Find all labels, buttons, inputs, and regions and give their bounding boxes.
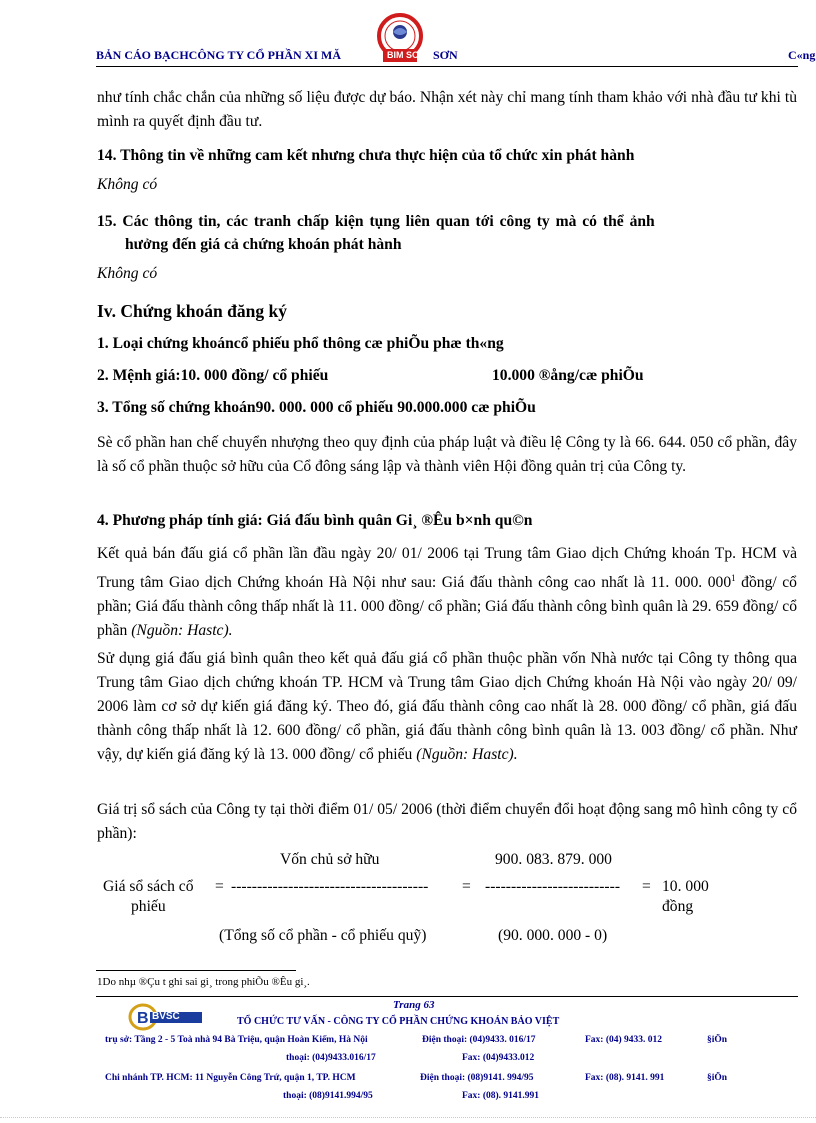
formula-den-label: (Tổng số cổ phần - cổ phiếu quỹ) xyxy=(219,927,427,944)
footer-row1-phone: Điện thoại: (04)9433. 016/17 xyxy=(422,1035,536,1045)
formula-dash-2: -------------------------- xyxy=(485,878,621,895)
footer-rule xyxy=(96,996,798,997)
formula-label-line1: Giá sổ sách cổ xyxy=(103,878,194,895)
section-14-value: Không có xyxy=(97,176,158,193)
footer-row3-address: Chi nhánh TP. HCM: 11 Nguyễn Công Trứ, quận 1, TP. HCM xyxy=(105,1073,356,1083)
logo-text: BIM SƠN xyxy=(387,50,427,60)
company-logo xyxy=(371,12,429,66)
page-number: Trang 63 xyxy=(393,999,435,1011)
formula-eq-2: = xyxy=(462,878,471,895)
auction-paragraph xyxy=(97,542,797,643)
book-value-paragraph: Giá trị sổ sách của Công ty tại thời điểm 01/ 05/ 2006 (thời điểm chuyển đổi hoạt động sang mô hình công ty cổ phần): xyxy=(97,801,797,842)
footer-row2-a: thoại: (04)9433.016/17 xyxy=(286,1053,376,1063)
footer-org: TỔ CHỨC TƯ VẤN - CÔNG TY CỔ PHẦN CHỨNG KHOÁN BẢO VIỆT xyxy=(237,1016,560,1027)
item-3: 3. Tổng số chứng khoán90. 000. 000 cổ phiếu 90.000.000 cæ phiÕu xyxy=(97,399,536,416)
section-15-title-line2: hưởng đến giá cả chứng khoán phát hành xyxy=(125,236,402,253)
footer-row4-b: Fax: (08). 9141.991 xyxy=(462,1091,540,1101)
formula-eq-1: = xyxy=(215,878,224,895)
section-14-title: 14. Thông tin về những cam kết nhưng chưa thực hiện của tổ chức xin phát hành xyxy=(97,147,635,164)
formula-num-value: 900. 083. 879. 000 xyxy=(495,851,612,868)
footer-row3-end: §iÖn xyxy=(707,1073,728,1083)
use-source: (Nguồn: Hastc). xyxy=(416,746,518,763)
footnote-text: 1Do nhµ ®Çu t ghi sai gi¸ trong phiÕu ®Êu gi¸. xyxy=(97,976,310,988)
footer-row1-address: trụ sở: Tầng 2 - 5 Toà nhà 94 Bà Triệu, quận Hoàn Kiếm, Hà Nội xyxy=(105,1035,368,1045)
formula-num-label: Vốn chủ sở hữu xyxy=(280,851,380,868)
use-paragraph xyxy=(97,647,797,767)
formula-result-line1: 10. 000 xyxy=(662,878,709,895)
footer-row1-fax: Fax: (04) 9433. 012 xyxy=(585,1035,663,1045)
item-2-right: 10.000 ®ång/cæ phiÕu xyxy=(492,367,644,384)
section-15-title-line1: 15. Các thông tin, các tranh chấp kiện tụng liên quan tới công ty mà có thể ảnh xyxy=(97,213,655,230)
footer-row3-phone: Điện thoại: (08)9141. 994/95 xyxy=(420,1073,534,1083)
footer-row1-end: §iÖn xyxy=(707,1035,728,1045)
auction-text-1: Kết quả bán đấu giá cổ phần lần đầu ngày 20/ 01/ 2006 tại Trung tâm Giao dịch Chứng khoán Tp. HCM và Trung tâm Giao dịch Chứng khoán Hà Nội như sau: Giá đấu thành công cao nhất là 11. 000. 000 xyxy=(97,545,797,592)
restrict-paragraph: Sè cổ phần han chế chuyển nhượng theo quy định của pháp luật và điều lệ Công ty là 66. 644. 050 cổ phần, đây là số cổ phần thuộc sở hữu của Cổ đông sáng lập và thành viên Hội đồng quản trị của Công ty. xyxy=(97,434,797,475)
item-4: 4. Phương pháp tính giá: Giá đấu bình quân Gi¸ ®Êu b×nh qu©n xyxy=(97,512,533,529)
use-text: Sử dụng giá đấu giá bình quân theo kết quả đấu giá cổ phần thuộc phần vốn Nhà nước tại Công ty thông qua Trung tâm Giao dịch chứng khoán TP. HCM và Trung tâm Giao dịch Chứng khoán Hà Nội vào ngày 20/ 09/ 2006 làm cơ sở dự kiến giá đăng ký. Theo đó, giá đấu thành công cao nhất là 28. 000 đồng/ cổ phần, giá đấu thành công thấp nhất là 12. 600 đồng/ cổ phần, giá đấu thành công bình quân là 13. 003 đồng/ cổ phần. Như vậy, dự kiến giá đăng ký là 13. 000 đồng/ cổ phiếu xyxy=(97,650,797,763)
item-2-left: 2. Mệnh giá:10. 000 đồng/ cổ phiếu xyxy=(97,367,329,384)
header-rule xyxy=(96,66,798,67)
formula-result-line2: đồng xyxy=(662,898,694,915)
section-iv-heading: Iv. Chứng khoán đăng ký xyxy=(97,301,287,321)
footer-row4-a: thoại: (08)9141.994/95 xyxy=(283,1091,373,1101)
item-1: 1. Loại chứng khoáncổ phiếu phổ thông cæ phiÕu phæ th«ng xyxy=(97,335,504,352)
formula-label-line2: phiếu xyxy=(131,898,166,915)
bvsc-logo xyxy=(128,1003,206,1031)
header-right-text: C«ng xyxy=(788,48,816,62)
page-edge xyxy=(0,1117,816,1118)
svg-text:B: B xyxy=(137,1010,149,1027)
header-title: BẢN CÁO BẠCHCÔNG TY CỔ PHẦN XI MĂ xyxy=(96,48,342,62)
auction-source: (Nguồn: Hastc). xyxy=(131,622,233,640)
footnote-ref: 1 xyxy=(731,573,736,583)
formula-eq-3: = xyxy=(642,878,651,895)
footnote-rule xyxy=(96,970,296,971)
header-title-end: SƠN xyxy=(433,48,458,62)
footer-row2-b: Fax: (04)9433.012 xyxy=(462,1053,535,1063)
intro-paragraph: như tính chắc chắn của những số liệu được dự báo. Nhận xét này chỉ mang tính tham khảo với nhà đầu tư khi tù mình ra quyết định đầu tư. xyxy=(97,89,797,130)
bvsc-logo-text: BVSC xyxy=(152,1011,180,1022)
formula-dash-1: -------------------------------------- xyxy=(231,878,429,895)
footer-row3-fax: Fax: (08). 9141. 991 xyxy=(585,1073,665,1083)
formula-den-value: (90. 000. 000 - 0) xyxy=(498,927,608,944)
section-15-value: Không có xyxy=(97,265,158,282)
auction-text-2: đồng/ cổ phần; Giá đấu thành công thấp nhất là 11. 000 đồng/ cổ phần; Giá đấu thành công bình quân là 29. 659 đồng/ cổ phần xyxy=(97,574,797,640)
